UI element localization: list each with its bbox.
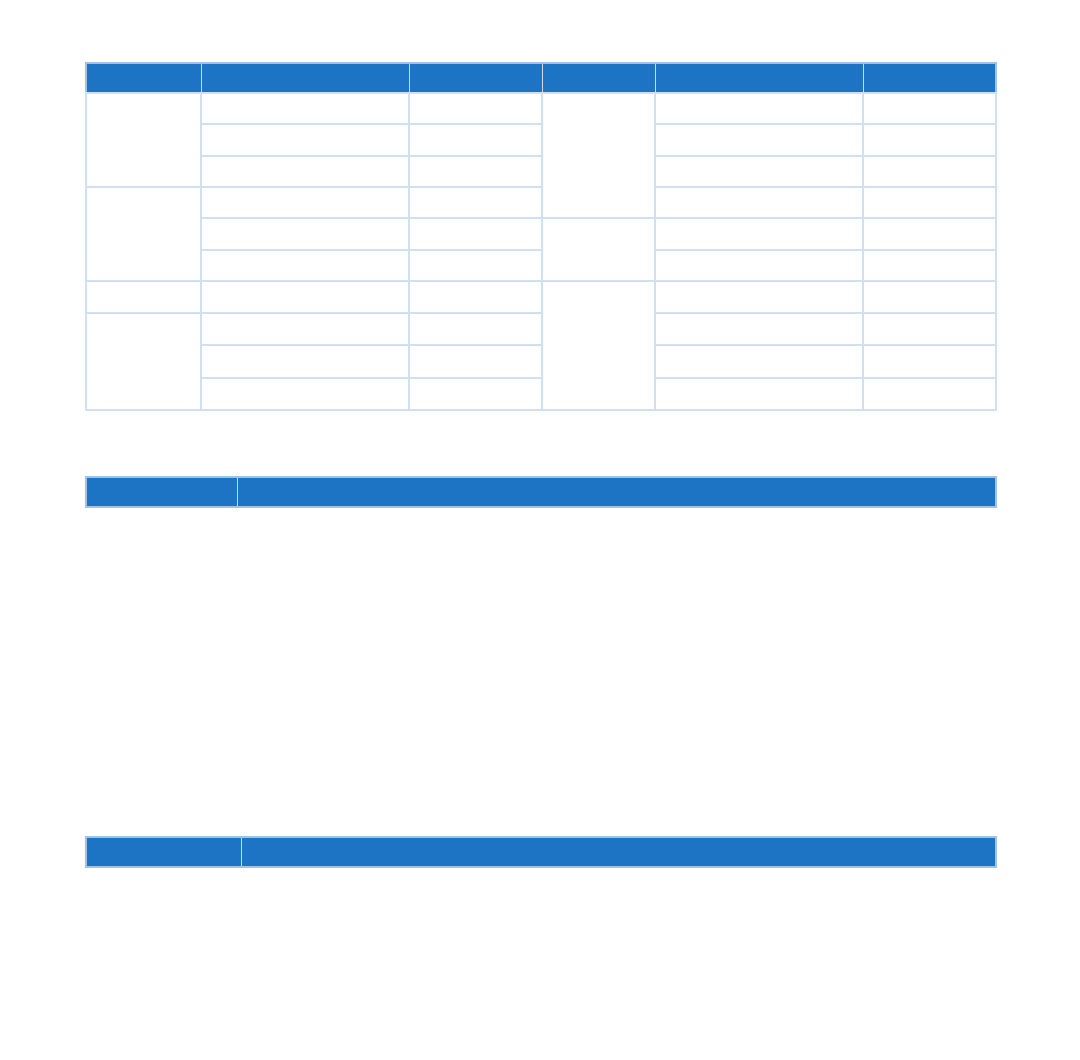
table-row	[86, 281, 996, 313]
product-name-cell	[655, 218, 863, 250]
product-name-cell	[201, 187, 409, 218]
fertilizer-table-header	[86, 63, 996, 93]
header-product-category-2	[542, 63, 655, 93]
test-standard-cell	[863, 313, 996, 345]
product-category-cell	[542, 281, 655, 410]
product-name-cell	[201, 345, 409, 378]
table-row	[86, 378, 996, 410]
test-standard-cell	[863, 218, 996, 250]
product-category-cell	[86, 187, 201, 281]
table-row	[86, 124, 996, 156]
test-standard-cell	[863, 250, 996, 281]
product-name-cell	[201, 281, 409, 313]
product-category-cell	[86, 313, 201, 410]
registration-table	[85, 836, 997, 868]
product-category-cell	[542, 93, 655, 218]
product-name-cell	[201, 313, 409, 345]
product-category-cell	[86, 281, 201, 313]
product-name-cell	[655, 250, 863, 281]
test-standard-cell	[863, 187, 996, 218]
registration-table-header	[86, 837, 996, 867]
product-category-cell	[542, 218, 655, 281]
product-name-cell	[655, 156, 863, 187]
table-row	[86, 313, 996, 345]
fertilizer-table	[85, 62, 997, 411]
header-blank	[863, 63, 996, 93]
header-service-category	[86, 837, 241, 867]
test-standard-cell	[863, 378, 996, 410]
table-row	[86, 187, 996, 218]
product-name-cell	[655, 187, 863, 218]
product-name-cell	[655, 313, 863, 345]
table-row	[86, 156, 996, 187]
product-name-cell	[201, 156, 409, 187]
table-row	[86, 93, 996, 124]
test-standard-cell	[409, 93, 542, 124]
test-standard-cell	[409, 156, 542, 187]
table-row	[86, 345, 996, 378]
test-standard-cell	[409, 313, 542, 345]
header-item-name	[237, 477, 996, 507]
test-standard-cell	[409, 187, 542, 218]
test-standard-cell	[409, 281, 542, 313]
product-name-cell	[655, 93, 863, 124]
test-standard-cell	[409, 218, 542, 250]
test-standard-cell	[863, 345, 996, 378]
test-standard-cell	[409, 378, 542, 410]
product-name-cell	[655, 281, 863, 313]
table-row	[86, 250, 996, 281]
header-service-item	[241, 837, 996, 867]
header-item-category	[86, 477, 237, 507]
product-name-cell	[201, 378, 409, 410]
product-name-cell	[201, 218, 409, 250]
header-product-category	[86, 63, 201, 93]
testing-table	[85, 476, 997, 508]
header-product-name-2	[655, 63, 863, 93]
header-test-standard	[409, 63, 542, 93]
test-standard-cell	[863, 124, 996, 156]
product-name-cell	[201, 250, 409, 281]
test-standard-cell	[409, 345, 542, 378]
test-standard-cell	[409, 124, 542, 156]
header-product-name	[201, 63, 409, 93]
product-name-cell	[655, 378, 863, 410]
test-standard-cell	[863, 93, 996, 124]
product-name-cell	[655, 345, 863, 378]
product-name-cell	[655, 124, 863, 156]
table-row	[86, 218, 996, 250]
testing-table-header	[86, 477, 996, 507]
test-standard-cell	[409, 250, 542, 281]
product-category-cell	[86, 93, 201, 187]
test-standard-cell	[863, 156, 996, 187]
test-standard-cell	[863, 281, 996, 313]
product-name-cell	[201, 124, 409, 156]
product-name-cell	[201, 93, 409, 124]
